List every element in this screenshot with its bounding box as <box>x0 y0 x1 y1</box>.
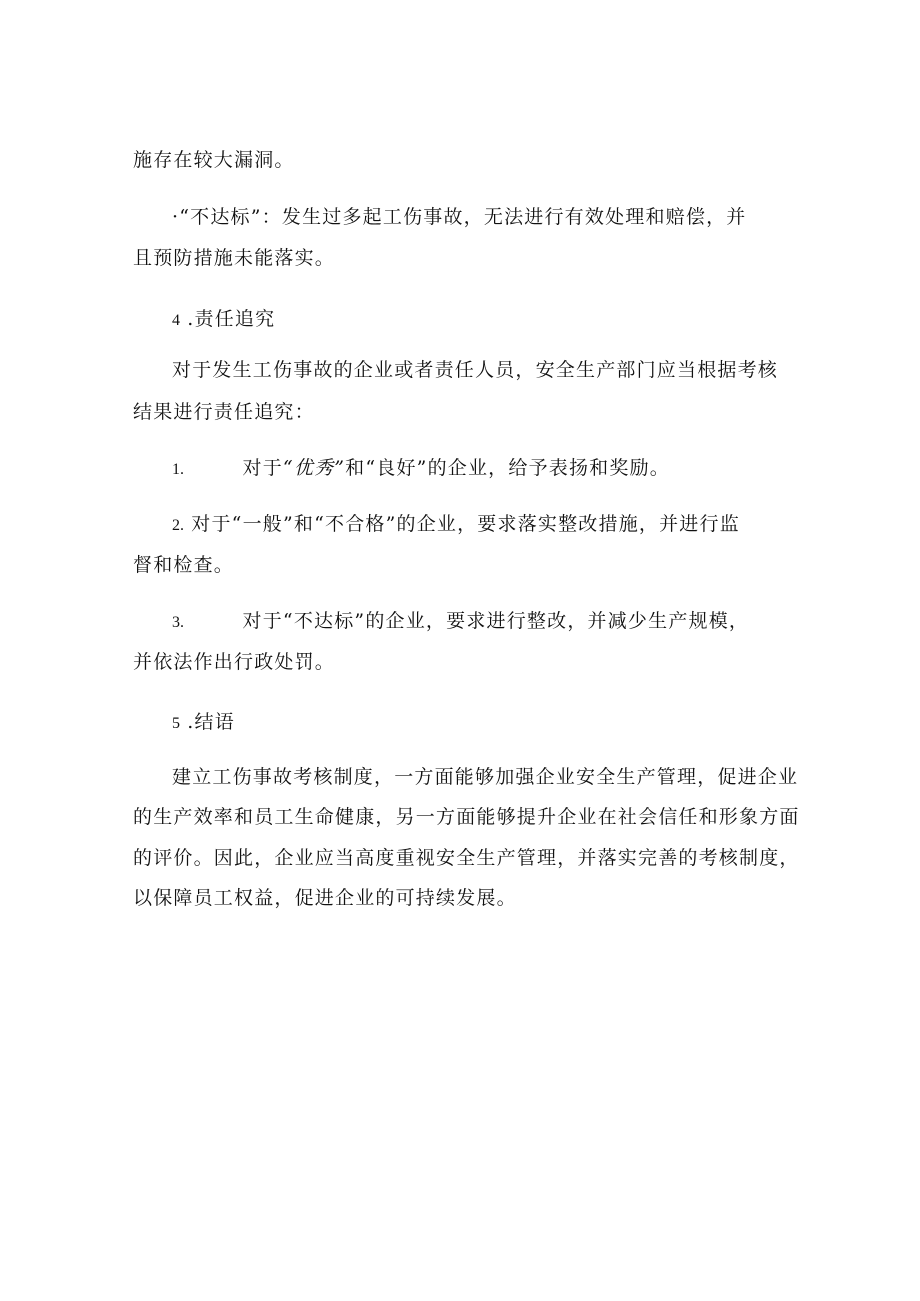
list-text-prefix: 对于 <box>242 457 283 479</box>
list-item-1 <box>172 456 670 482</box>
list-text: 对于“一般”和“不合格”的企业，要求落实整改措施，并进行监 <box>191 513 740 535</box>
section-title: .责任追究 <box>187 308 276 330</box>
bullet-line: ·“不达标”：发生过多起工伤事故，无法进行有效处理和赔偿，并 <box>172 206 747 228</box>
list-text-italic: “优秀” <box>282 457 346 479</box>
paragraph-line: 施存在较大漏洞。 <box>133 149 295 171</box>
paragraph-line: 的评价。因此，企业应当高度重视安全生产管理，并落实完善的考核制度， <box>133 847 800 869</box>
section-heading-4 <box>172 307 275 333</box>
paragraph-line: 结果进行责任追究： <box>133 401 315 423</box>
list-item-2 <box>172 512 740 538</box>
list-number: 1. <box>172 461 184 478</box>
list-number: 3. <box>172 614 184 631</box>
paragraph-line: 以保障员工权益，促进企业的可持续发展。 <box>133 887 517 909</box>
list-item-2-continuation: 督和检查。 <box>133 554 235 576</box>
section-title: .结语 <box>187 711 235 733</box>
list-number: 2. <box>172 517 184 534</box>
list-text-suffix: 和“良好”的企业，给予表扬和奖励。 <box>345 457 670 479</box>
list-item-3-continuation: 并依法作出行政处罚。 <box>133 651 336 673</box>
paragraph-line: 对于发生工伤事故的企业或者责任人员，安全生产部门应当根据考核 <box>172 359 779 381</box>
list-text: 对于“不达标”的企业，要求进行整改，并减少生产规模， <box>242 610 750 632</box>
section-heading-5 <box>172 710 235 736</box>
paragraph-line: 的生产效率和员工生命健康，另一方面能够提升企业在社会信任和形象方面 <box>133 806 800 828</box>
bullet-line: 且预防措施未能落实。 <box>133 247 336 269</box>
list-item-3 <box>172 609 749 635</box>
section-number: 5 <box>172 715 180 732</box>
section-number: 4 <box>172 312 180 329</box>
paragraph-line: 建立工伤事故考核制度，一方面能够加强企业安全生产管理，促进企业 <box>172 766 799 788</box>
